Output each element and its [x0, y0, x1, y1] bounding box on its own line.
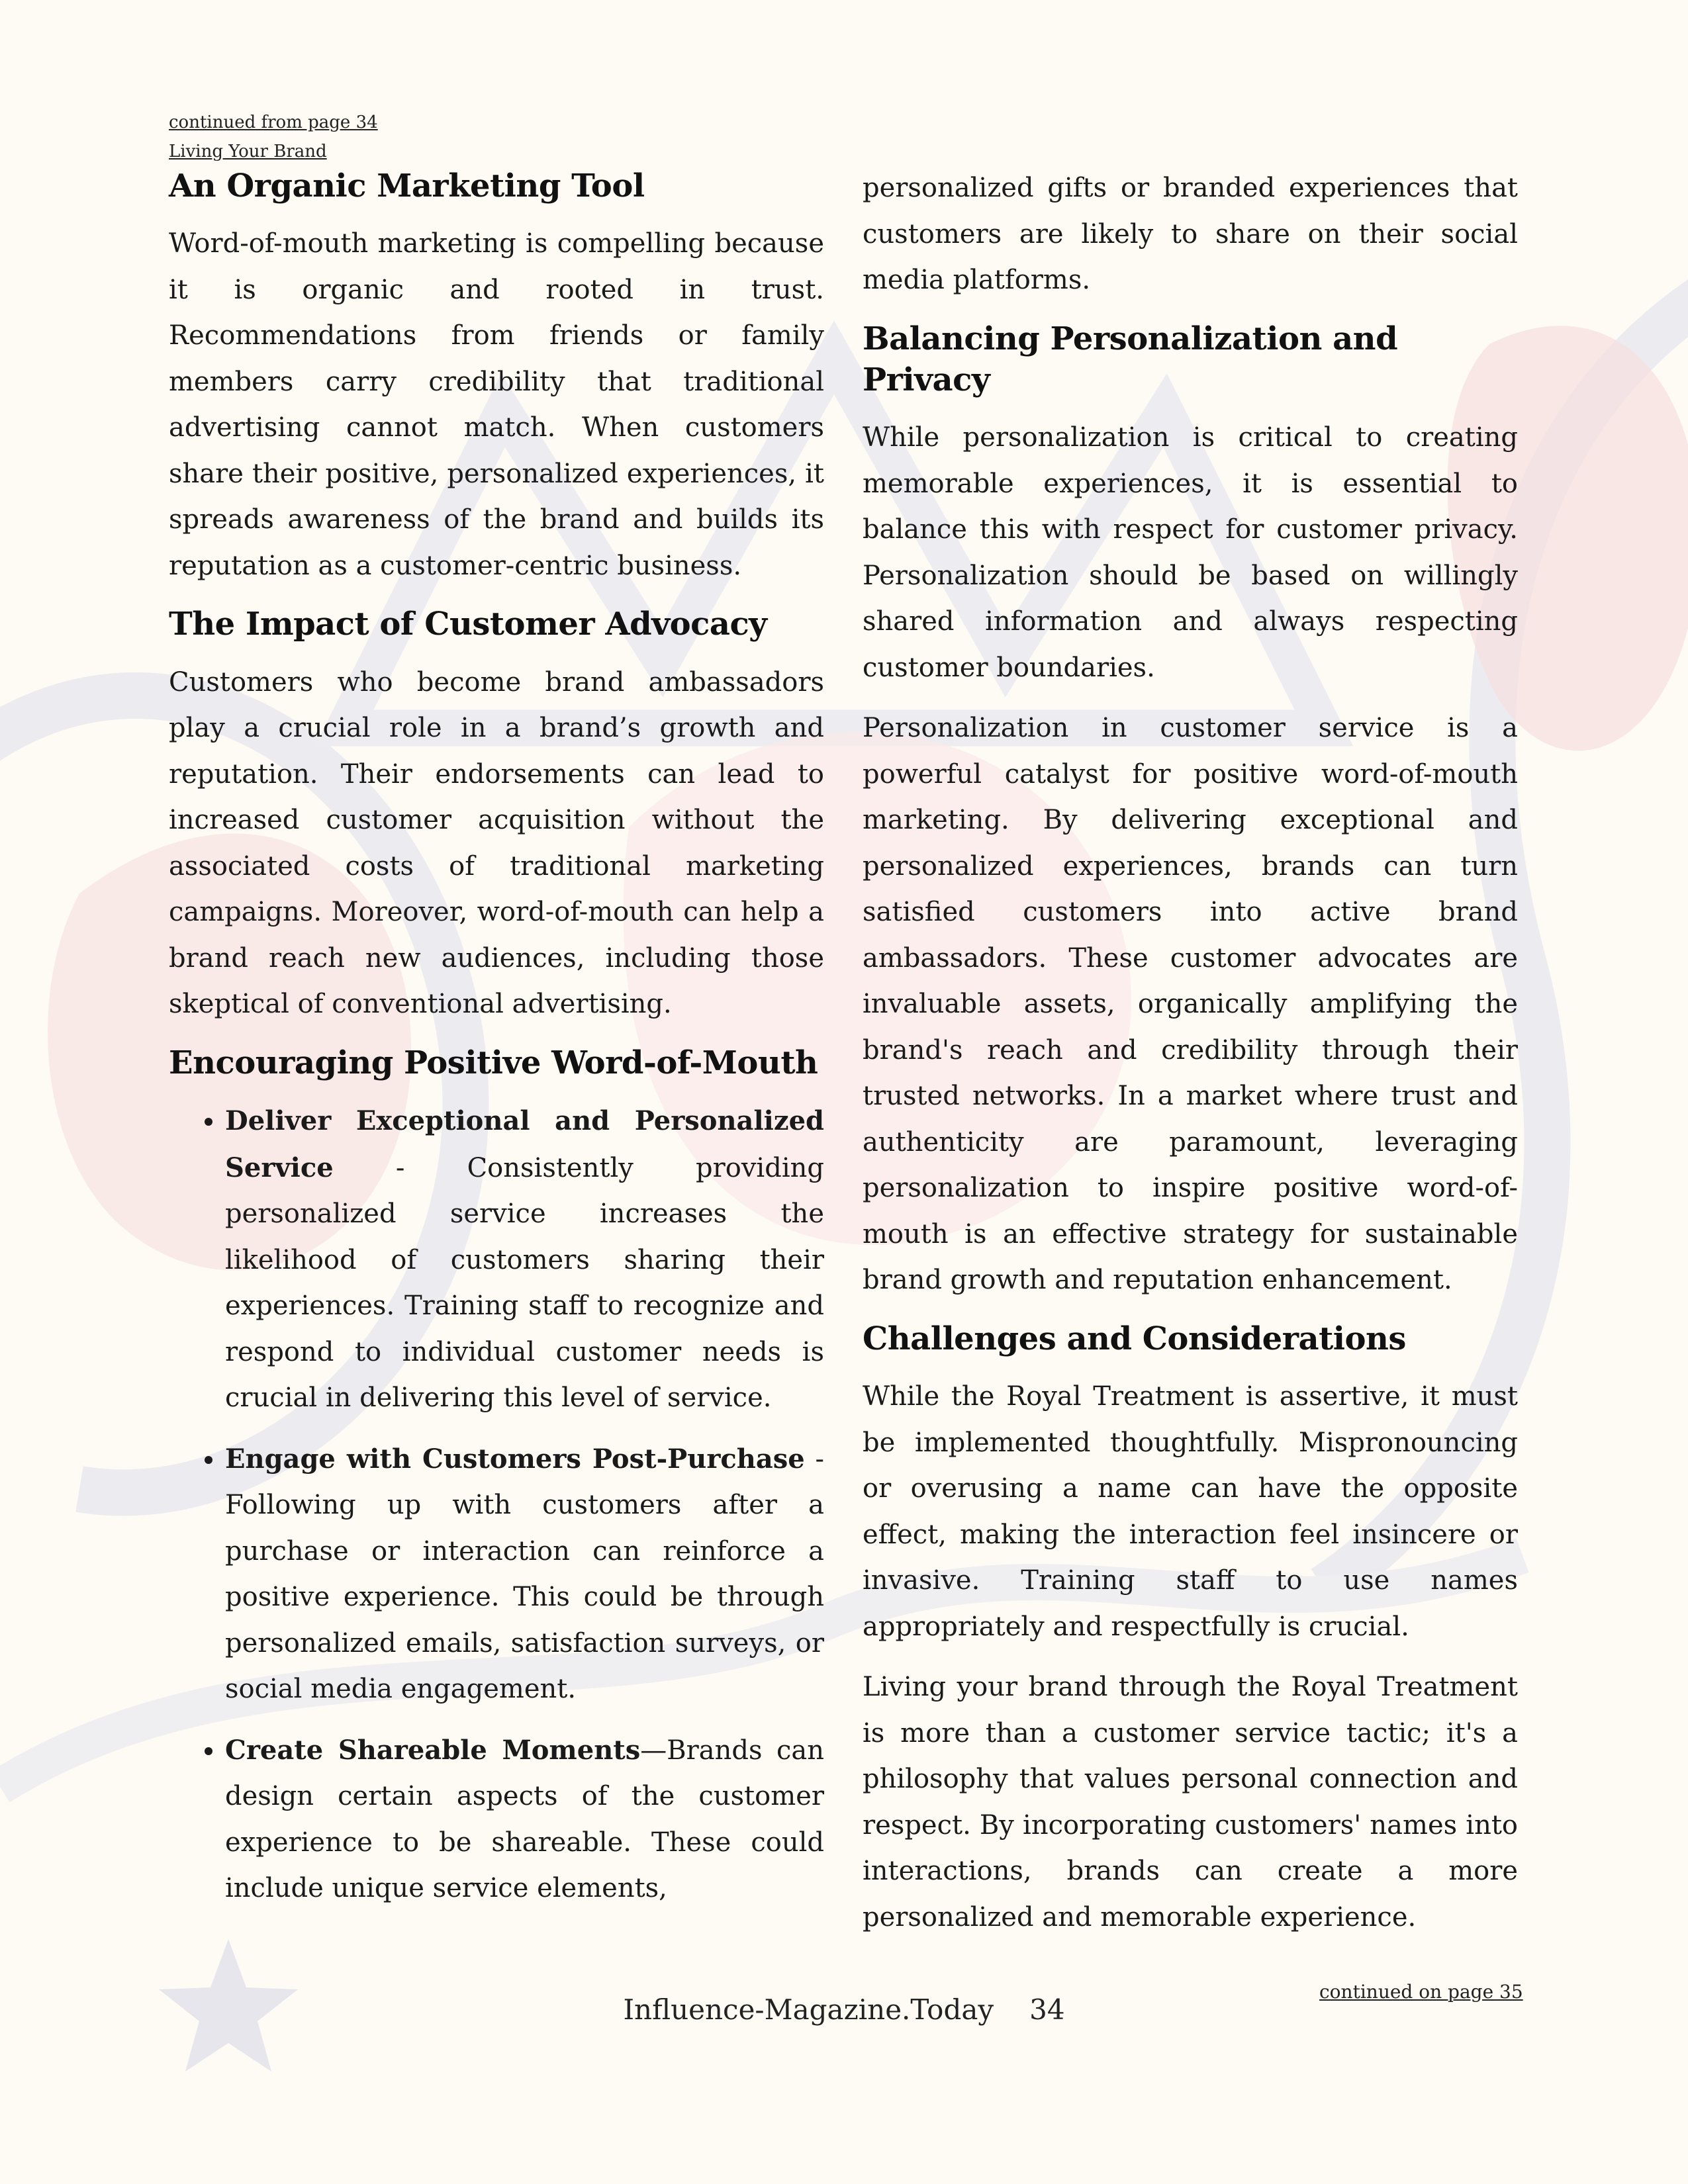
- heading-personalization-privacy: Balancing Personalization and Privacy: [863, 320, 1398, 398]
- list-item-separator: —: [640, 1735, 667, 1766]
- paragraph-continuation: personalized gifts or branded experiences that customers are likely to share on their social media platforms.: [863, 173, 1518, 295]
- continued-on-link[interactable]: continued on page 35: [1319, 1981, 1523, 2003]
- heading-organic-marketing: An Organic Marketing Tool: [169, 167, 645, 205]
- paragraph-privacy-1: While personalization is critical to creating memorable experiences, it is essential to balance this with respect for customer privacy. Personalization should be based on willingly shared information and always respecting customer boundaries.: [863, 422, 1518, 683]
- page-footer: [0, 1993, 1688, 2026]
- paragraph-challenges-2: Living your brand through the Royal Treatment is more than a customer service tactic; it's a philosophy that values personal connection and respect. By incorporating customers' names into interactions, brands can create a more personalized and memorable experience.: [863, 1672, 1518, 1933]
- page-number: 34: [1029, 1993, 1065, 2026]
- list-item-title: Deliver Exceptional and Personalized Service: [225, 1105, 824, 1183]
- list-item-text: Following up with customers after a purchase or interaction can reinforce a positive experience. This could be through personalized emails, satisfaction surveys, or social media engagement.: [225, 1490, 824, 1705]
- footer-site-name: Influence-Magazine.Today: [623, 1993, 994, 2026]
- section-link[interactable]: Living Your Brand: [169, 142, 327, 161]
- heading-encouraging-word-of-mouth: Encouraging Positive Word-of-Mouth: [169, 1044, 818, 1081]
- tips-list: [169, 1098, 824, 1912]
- continued-from-link[interactable]: continued from page 34: [169, 113, 378, 132]
- paragraph-challenges-1: While the Royal Treatment is assertive, it must be implemented thoughtfully. Mispronouncing or overusing a name can have the opposite effect, making the interaction feel insincere or invasive. Training staff to use names appropriately and respectfully is crucial.: [863, 1381, 1518, 1642]
- list-item-title: Engage with Customers Post-Purchase: [225, 1443, 805, 1475]
- list-item: [225, 1436, 824, 1713]
- heading-customer-advocacy: The Impact of Customer Advocacy: [169, 606, 767, 643]
- right-column: [863, 165, 1518, 1955]
- list-item-separator: -: [804, 1443, 824, 1475]
- heading-challenges: Challenges and Considerations: [863, 1320, 1406, 1357]
- paragraph-privacy-2: Personalization in customer service is a powerful catalyst for positive word-of-mouth marketing. By delivering exceptional and personalized experiences, brands can turn satisfied customers into active brand ambassadors. These customer advocates are invaluable assets, organically amplifying the brand's reach and credibility through their trusted networks. In a market where trust and authenticity are paramount, leveraging personalization to inspire positive word-of-mouth is an effective strategy for sustainable brand growth and reputation enhancement.: [863, 713, 1518, 1296]
- list-item: [225, 1727, 824, 1912]
- paragraph-customer-advocacy: Customers who become brand ambassadors play a crucial role in a brand’s growth and reputation. Their endorsements can lead to increased customer acquisition without the associated costs of traditional marketing campaigns. Moreover, word-of-mouth can help a brand reach new audiences, including those skeptical of conventional advertising.: [169, 666, 824, 1020]
- left-column: [169, 165, 824, 1927]
- list-item: [225, 1098, 824, 1422]
- list-item-text: Consistently providing personalized service increases the likelihood of customers sharing their experiences. Training staff to recognize and respond to individual customer needs is crucial in delivering this level of service.: [225, 1152, 824, 1414]
- list-item-separator: -: [333, 1152, 467, 1183]
- list-item-title: Create Shareable Moments: [225, 1734, 641, 1766]
- paragraph-organic-marketing: Word-of-mouth marketing is compelling because it is organic and rooted in trust. Recommendations from friends or family members carry credibility that traditional advertising cannot match. When customers share their positive, personalized experiences, it spreads awareness of the brand and builds its reputation as a customer-centric business.: [169, 228, 824, 581]
- list-item-text: Brands can design certain aspects of the customer experience to be shareable. These could include unique service elements,: [225, 1735, 824, 1904]
